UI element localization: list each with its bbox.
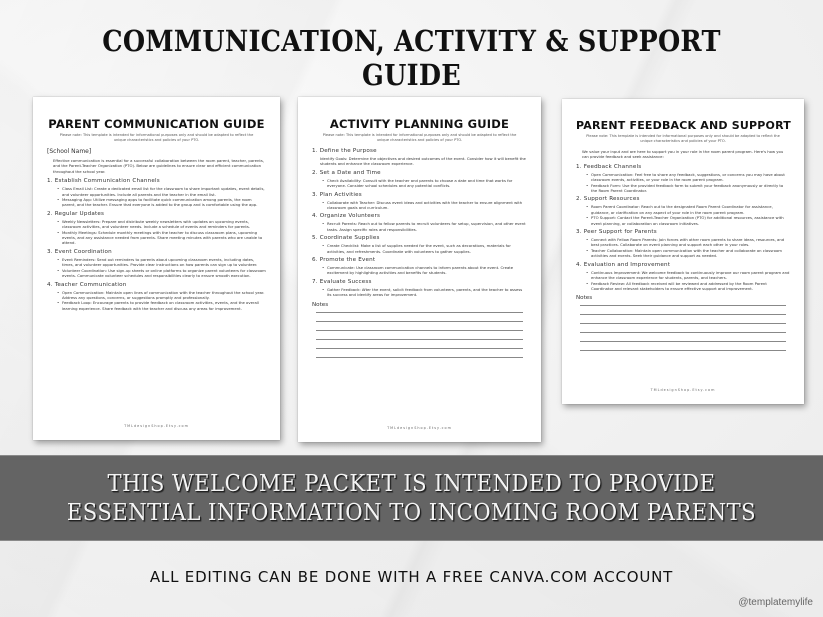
- doc-section: [312, 279, 527, 298]
- section-title: 4. Organize Volunteers: [312, 213, 381, 220]
- document-page-activity-planning: [298, 97, 541, 442]
- list-item: • Continuous Improvement: We welcome feedback to continuously improve our room parent program and enhance the classroom experience for students, parents, and teachers.: [586, 270, 790, 281]
- list-item: • Messaging App: Utilize messaging apps to facilitate quick communication among parents, the room parent, and the teacher. Ensure that everyone is added to the group and is comfortable using the app.: [57, 197, 266, 208]
- section-list: [586, 204, 790, 226]
- section-list: [586, 172, 790, 194]
- doc-intro: Effective communication is essential for a successful collaboration between the room parent, teacher, parents, and the Parent-Teacher Organization (PTO). Below are guidelines to ensure clear and efficient communication throughout the school year.: [53, 158, 265, 174]
- list-item: • Teacher Collaboration: Maintain open communication with the teacher and collaborate on classroom activities and events. Seek their guidance and support as needed.: [586, 248, 790, 259]
- section-list: [57, 290, 266, 312]
- list-item: • Feedback Loop: Encourage parents to provide feedback on classroom activities, events, and the overall learning experience. Share feedback with the teacher and discuss any areas for improvement.: [57, 300, 266, 311]
- doc-section: [47, 211, 266, 246]
- notes-line: [316, 357, 523, 358]
- doc-intro: We value your input and are here to support you in your role in the room parent program. Here's how you can provide feedback and seek assistance:: [582, 149, 784, 160]
- list-item: • Monthly Meetings: Schedule monthly meetings with the teacher to discuss classroom plans, upcoming events, and any assistance needed from parents. Share meeting minutes with parents who are unable to attend.: [57, 230, 266, 246]
- doc-disclaimer: Please note: This template is intended for informational purposes only and should be adapted to reflect the unique characteristics and policies of your PTO.: [59, 133, 254, 142]
- section-title: 7. Evaluate Success: [312, 278, 372, 285]
- section-title: 4. Teacher Communication: [47, 281, 127, 288]
- document-page-communication-guide: [33, 97, 280, 440]
- list-item: • Volunteer Coordination: Use sign-up sheets or online platforms to organize parent volunteers for classroom events. Communicate volunteer schedules and responsibilities clearly to ensure smooth execution.: [57, 268, 266, 279]
- doc-section: [312, 257, 527, 276]
- section-title: 4. Evaluation and Improvement: [576, 261, 671, 268]
- section-list: [586, 237, 790, 259]
- section-title: 3. Event Coordination: [47, 248, 112, 255]
- banner-line-2: ESSENTIAL INFORMATION TO INCOMING ROOM PARENTS: [66, 500, 757, 526]
- main-title: COMMUNICATION, ACTIVITY & SUPPORT GUIDE: [102, 24, 721, 92]
- notes-line: [580, 323, 786, 324]
- doc-footer: TMLdesignShop.Etsy.com: [650, 388, 716, 392]
- list-item: • PTO Support: Contact the Parent-Teacher Organization (PTO) for additional resources, assistance with event planning, or collaboration on classroom initiatives.: [586, 215, 790, 226]
- doc-section: [312, 235, 527, 254]
- section-title: 5. Coordinate Supplies: [312, 235, 380, 242]
- notes-lines: [576, 305, 790, 351]
- section-body: Identify Goals: Determine the objectives and desired outcomes of the event. Consider how it will benefit the students and enhance the classroom experience.: [320, 156, 526, 167]
- social-handle: @templatemylife: [738, 597, 813, 608]
- section-title: 3. Peer Support for Parents: [576, 229, 657, 236]
- section-title: 2. Support Resources: [576, 196, 640, 203]
- doc-section: [312, 148, 527, 167]
- doc-title: ACTIVITY PLANNING GUIDE: [329, 117, 510, 131]
- notes-lines: [312, 312, 527, 358]
- section-list: [57, 257, 266, 279]
- list-item: • Connect with Fellow Room Parents: Join forces with other room parents to share ideas, resources, and best practices. Collaborate on event planning and support each other in your roles.: [586, 237, 790, 248]
- section-list: [57, 186, 266, 208]
- doc-section: [47, 282, 266, 312]
- section-list: [57, 219, 266, 246]
- notes-line: [316, 330, 523, 331]
- section-title: 2. Regular Updates: [47, 210, 105, 217]
- doc-section: [576, 164, 790, 194]
- doc-disclaimer: Please note: This template is intended for informational purposes only and should be adapted to reflect the unique characteristics and policies of your PTO.: [586, 134, 780, 143]
- list-item: • Feedback Review: All feedback received will be reviewed and addressed by the Room Parent Coordinator and relevant stakeholders to ensure effective support and improvement.: [586, 281, 790, 292]
- list-item: • Collaborate with Teacher: Discuss event ideas and activities with the teacher to ensure alignment with classroom goals and curriculum.: [322, 200, 527, 211]
- doc-section: [312, 213, 527, 232]
- section-list: [322, 200, 527, 211]
- section-title: 1. Establish Communication Channels: [47, 178, 160, 185]
- list-item: • Class Email List: Create a dedicated email list for the classroom to share important updates, event details, and volunteer opportunities. Include all parents and the teacher in the email list.: [57, 186, 266, 197]
- list-item: • Feedback Form: Use the provided feedback form to submit your feedback anonymously or directly to the Room Parent Coordinator.: [586, 183, 790, 194]
- list-item: • Event Reminders: Send out reminders to parents about upcoming classroom events, including dates, times, and volunteer opportunities. Provide clear instructions on how parents can sign up to volunteer.: [57, 257, 266, 268]
- doc-footer: TMLdesignShop.Etsy.com: [387, 426, 452, 430]
- doc-section: [47, 178, 266, 208]
- section-list: [322, 287, 527, 298]
- canva-note: ALL EDITING CAN BE DONE WITH A FREE CANVA.COM ACCOUNT: [149, 568, 674, 586]
- welcome-banner: [0, 455, 823, 541]
- section-title: 1. Feedback Channels: [576, 163, 642, 170]
- notes-line: [316, 321, 523, 322]
- doc-title: PARENT COMMUNICATION GUIDE: [48, 117, 265, 131]
- doc-section: [576, 229, 790, 259]
- document-page-feedback-support: [562, 99, 804, 404]
- list-item: • Weekly Newsletters: Prepare and distribute weekly newsletters with updates on upcoming events, classroom activities, and volunteer needs. Include a schedule of events and reminders for parents.: [57, 219, 266, 230]
- doc-title: PARENT FEEDBACK AND SUPPORT: [576, 119, 791, 132]
- doc-section: [312, 192, 527, 211]
- section-list: [322, 178, 527, 189]
- notes-line: [580, 305, 786, 306]
- list-item: • Open Communication: Maintain open lines of communication with the teacher throughout the school year. Address any questions, concerns, or suggestions promptly and professionally.: [57, 290, 266, 301]
- notes-line: [580, 332, 786, 333]
- notes-line: [580, 314, 786, 315]
- section-title: 3. Plan Activities: [312, 191, 362, 198]
- doc-section: [47, 249, 266, 279]
- list-item: • Open Communication: Feel free to share any feedback, suggestions, or concerns you may have about classroom events, activities, or your role in the room parent program.: [586, 172, 790, 183]
- section-list: [322, 221, 527, 232]
- doc-section: [576, 196, 790, 226]
- section-title: 2. Set a Date and Time: [312, 169, 381, 176]
- doc-footer: TMLdesignShop.Etsy.com: [124, 424, 189, 428]
- list-item: • Recruit Parents: Reach out to fellow parents to recruit volunteers for setup, supervision, and other event tasks. Assign specific roles and responsibilities.: [322, 221, 527, 232]
- doc-disclaimer: Please note: This template is intended for informational purposes only and should be adapted to reflect the unique characteristics and policies of your PTO.: [322, 133, 517, 142]
- doc-section: [312, 170, 527, 189]
- notes-line: [316, 339, 523, 340]
- notes-line: [316, 348, 523, 349]
- section-list: [586, 270, 790, 292]
- banner-line-1: THIS WELCOME PACKET IS INTENDED TO PROVIDE: [107, 471, 716, 497]
- school-name-placeholder: [School Name]: [47, 148, 92, 155]
- doc-section: [576, 262, 790, 292]
- notes-line: [580, 350, 786, 351]
- section-title: 6. Promote the Event: [312, 257, 376, 264]
- banner-text: [33, 470, 790, 528]
- section-list: [322, 265, 527, 276]
- list-item: • Room Parent Coordinator: Reach out to the designated Room Parent Coordinator for assistance, guidance, or clarification on any aspect of your role in the room parent program.: [586, 204, 790, 215]
- list-item: • Check Availability: Consult with the teacher and parents to choose a date and time that works for everyone. Consider school schedules and any potential conflicts.: [322, 178, 527, 189]
- notes-line: [316, 312, 523, 313]
- section-title: 1. Define the Purpose: [312, 148, 377, 154]
- notes-label: Notes: [576, 295, 593, 302]
- list-item: • Gather Feedback: After the event, solicit feedback from volunteers, parents, and the teacher to assess its success and identify areas for improvement.: [322, 287, 527, 298]
- list-item: • Communicate: Use classroom communication channels to inform parents about the event. Create excitement by highlighting activities and benefits for students.: [322, 265, 527, 276]
- section-list: [322, 243, 527, 254]
- notes-line: [580, 341, 786, 342]
- list-item: • Create Checklist: Make a list of supplies needed for the event, such as decorations, materials for activities, and refreshments. Coordinate with volunteers to gather supplies.: [322, 243, 527, 254]
- notes-label: Notes: [312, 301, 329, 308]
